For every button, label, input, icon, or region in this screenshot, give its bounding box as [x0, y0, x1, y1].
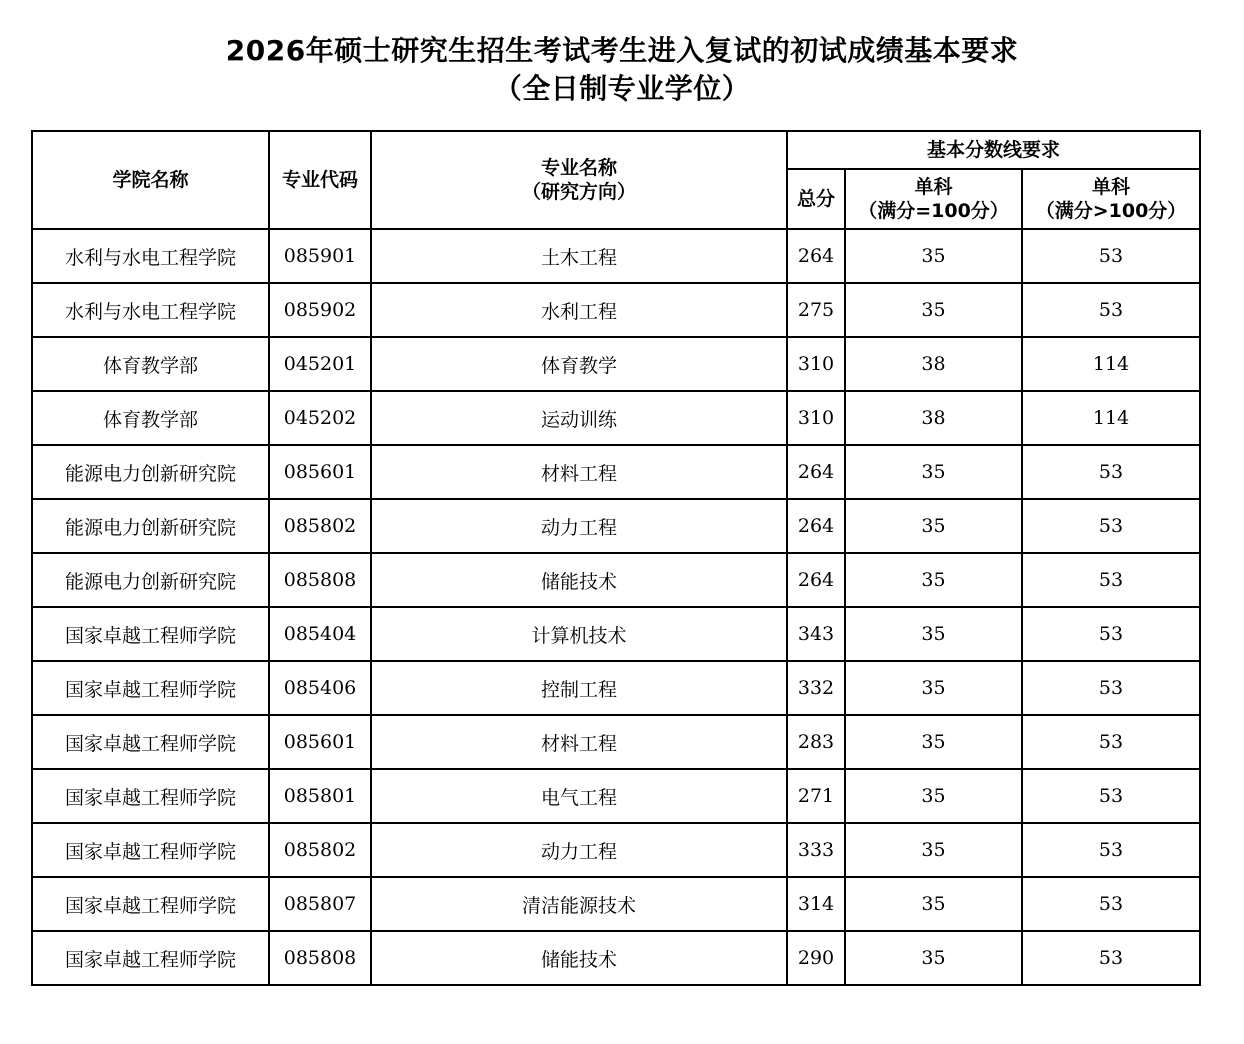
- cell-single-100: 35: [845, 283, 1022, 337]
- table-body: [32, 229, 1200, 985]
- cell-total: 283: [787, 715, 845, 769]
- cell-total: 264: [787, 445, 845, 499]
- cell-single-100: 38: [845, 337, 1022, 391]
- cell-code: 085808: [269, 931, 371, 985]
- cell-single-100: 35: [845, 229, 1022, 283]
- cell-single-over100: 53: [1022, 283, 1200, 337]
- header-total: 总分: [787, 169, 845, 229]
- cell-college: 水利与水电工程学院: [32, 283, 269, 337]
- table-row: [32, 499, 1200, 553]
- cell-total: 264: [787, 553, 845, 607]
- cell-single-over100: 53: [1022, 823, 1200, 877]
- cell-single-100: 35: [845, 607, 1022, 661]
- cell-college: 国家卓越工程师学院: [32, 769, 269, 823]
- cell-single-over100: 53: [1022, 229, 1200, 283]
- cell-code: 085802: [269, 499, 371, 553]
- cell-code: 045202: [269, 391, 371, 445]
- cell-code: 045201: [269, 337, 371, 391]
- cell-college: 水利与水电工程学院: [32, 229, 269, 283]
- cell-code: 085801: [269, 769, 371, 823]
- cell-code: 085601: [269, 445, 371, 499]
- cell-total: 314: [787, 877, 845, 931]
- cell-major: 储能技术: [371, 553, 787, 607]
- table-row: [32, 283, 1200, 337]
- cell-college: 能源电力创新研究院: [32, 553, 269, 607]
- cell-major: 体育教学: [371, 337, 787, 391]
- cell-single-over100: 53: [1022, 607, 1200, 661]
- cell-code: 085902: [269, 283, 371, 337]
- cell-single-over100: 53: [1022, 715, 1200, 769]
- cell-single-over100: 53: [1022, 769, 1200, 823]
- cell-code: 085802: [269, 823, 371, 877]
- cell-major: 土木工程: [371, 229, 787, 283]
- table-header: [32, 131, 1200, 229]
- cell-college: 国家卓越工程师学院: [32, 715, 269, 769]
- cell-major: 储能技术: [371, 931, 787, 985]
- cell-single-100: 35: [845, 931, 1022, 985]
- cell-total: 264: [787, 229, 845, 283]
- title-line-1: 2026年硕士研究生招生考试考生进入复试的初试成绩基本要求: [225, 34, 1019, 67]
- header-single-100-line1: 单科: [914, 176, 953, 198]
- cell-total: 290: [787, 931, 845, 985]
- header-single-100-line2: （满分=100分）: [858, 200, 1009, 222]
- cell-college: 国家卓越工程师学院: [32, 661, 269, 715]
- table-row: [32, 229, 1200, 283]
- table-row: [32, 661, 1200, 715]
- cell-total: 271: [787, 769, 845, 823]
- cell-total: 343: [787, 607, 845, 661]
- cell-major: 材料工程: [371, 445, 787, 499]
- cell-single-100: 35: [845, 553, 1022, 607]
- cell-total: 310: [787, 391, 845, 445]
- cell-single-100: 35: [845, 823, 1022, 877]
- cell-code: 085404: [269, 607, 371, 661]
- cell-single-100: 35: [845, 661, 1022, 715]
- header-college: 学院名称: [32, 131, 269, 229]
- cell-college: 国家卓越工程师学院: [32, 877, 269, 931]
- cell-single-100: 35: [845, 769, 1022, 823]
- header-code: 专业代码: [269, 131, 371, 229]
- cell-college: 国家卓越工程师学院: [32, 931, 269, 985]
- cell-single-over100: 53: [1022, 445, 1200, 499]
- cell-college: 能源电力创新研究院: [32, 499, 269, 553]
- document-title: [0, 32, 1244, 108]
- table-row: [32, 391, 1200, 445]
- cell-single-over100: 53: [1022, 877, 1200, 931]
- cell-single-100: 35: [845, 877, 1022, 931]
- cell-code: 085601: [269, 715, 371, 769]
- cell-single-100: 35: [845, 445, 1022, 499]
- cell-major: 材料工程: [371, 715, 787, 769]
- cell-major: 计算机技术: [371, 607, 787, 661]
- cell-college: 国家卓越工程师学院: [32, 607, 269, 661]
- cell-college: 国家卓越工程师学院: [32, 823, 269, 877]
- header-single-over100-line1: 单科: [1092, 176, 1131, 198]
- header-single-over100-line2: （满分>100分）: [1035, 200, 1187, 222]
- cell-college: 能源电力创新研究院: [32, 445, 269, 499]
- cell-college: 体育教学部: [32, 337, 269, 391]
- header-major-line1: 专业名称: [540, 157, 617, 179]
- cell-total: 332: [787, 661, 845, 715]
- score-requirements-table: [31, 130, 1201, 986]
- table-row: [32, 553, 1200, 607]
- cell-single-100: 35: [845, 715, 1022, 769]
- cell-code: 085807: [269, 877, 371, 931]
- cell-single-over100: 53: [1022, 553, 1200, 607]
- cell-total: 275: [787, 283, 845, 337]
- title-line-2: （全日制专业学位）: [493, 72, 751, 105]
- table-row: [32, 823, 1200, 877]
- table-row: [32, 877, 1200, 931]
- cell-single-100: 38: [845, 391, 1022, 445]
- cell-major: 清洁能源技术: [371, 877, 787, 931]
- table-row: [32, 931, 1200, 985]
- header-score-group: 基本分数线要求: [787, 131, 1200, 169]
- cell-code: 085808: [269, 553, 371, 607]
- cell-single-over100: 53: [1022, 661, 1200, 715]
- cell-single-over100: 53: [1022, 499, 1200, 553]
- header-single-100: [845, 169, 1022, 229]
- header-major-line2: （研究方向）: [521, 181, 636, 203]
- cell-single-over100: 114: [1022, 337, 1200, 391]
- table-row: [32, 715, 1200, 769]
- cell-major: 动力工程: [371, 499, 787, 553]
- cell-college: 体育教学部: [32, 391, 269, 445]
- cell-total: 310: [787, 337, 845, 391]
- cell-major: 控制工程: [371, 661, 787, 715]
- table-row: [32, 445, 1200, 499]
- cell-code: 085406: [269, 661, 371, 715]
- cell-total: 333: [787, 823, 845, 877]
- cell-major: 运动训练: [371, 391, 787, 445]
- cell-single-over100: 53: [1022, 931, 1200, 985]
- header-major: [371, 131, 787, 229]
- table-row: [32, 769, 1200, 823]
- table-row: [32, 607, 1200, 661]
- header-single-over100: [1022, 169, 1200, 229]
- cell-major: 水利工程: [371, 283, 787, 337]
- cell-single-100: 35: [845, 499, 1022, 553]
- cell-major: 电气工程: [371, 769, 787, 823]
- cell-code: 085901: [269, 229, 371, 283]
- table-row: [32, 337, 1200, 391]
- cell-single-over100: 114: [1022, 391, 1200, 445]
- cell-major: 动力工程: [371, 823, 787, 877]
- cell-total: 264: [787, 499, 845, 553]
